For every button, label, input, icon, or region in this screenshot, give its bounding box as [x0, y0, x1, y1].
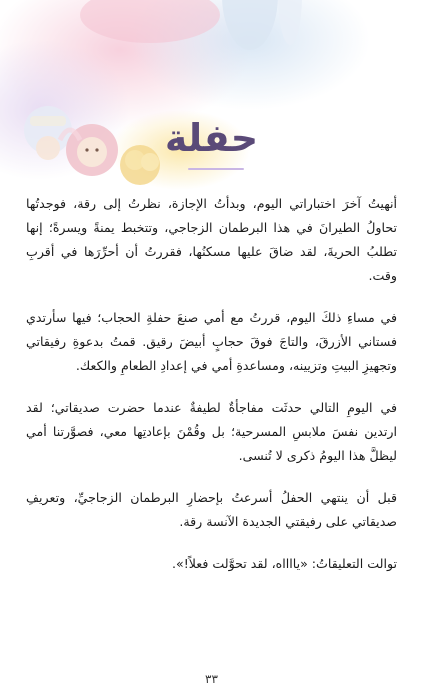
paragraph-1: أنهيتُ آخرَ اختباراتي اليوم، وبدأتُ الإجازة، نظرتُ إلى رقة، فوجدتُها تحاولُ الطيرانَ في هذا البرطمان الزجاجي، وتتخبط يمنةً ويسرةً؛ إنها تطلبُ الحريةَ، لقد ضاقَ عليها مسكنُها، فقررتُ أن أحرِّرَها في أقربِ وقت. [26, 196, 397, 283]
page-number: ٣٣ [205, 672, 218, 686]
header-illustration [0, 0, 423, 210]
paragraph-5: توالت التعليقاتُ: «يااااه، لقد تحوَّلت فعلاً!». [172, 556, 397, 571]
page-title: حفلة [164, 116, 259, 160]
story-text [26, 192, 397, 594]
paragraph-3: في اليومِ التالي حدثَت مفاجأةٌ لطيفةٌ عندما حضرت صديقاتي؛ لقد ارتدين نفسَ ملابسِ المسرحية؛ بل وقُمْنَ بإعادتِها معي، فصوَّرتنا أمي ليظلَّ هذا اليومُ ذكرى لا تُنسى. [26, 400, 397, 463]
title-underline [188, 168, 244, 170]
paragraph-4: قبل أن ينتهي الحفلُ أسرعتُ بإحضارِ البرطمان الزجاجيِّ، وتعريفِ صديقاتي على رفيقتي الجديدة الآنسة رقة. [26, 490, 397, 529]
paragraph-2: في مساءِ ذلكَ اليوم، قررتُ مع أمي صنعَ حفلةِ الحجاب؛ فيها سأرتدي فستاني الأزرقَ، والتاجَ فوقَ حجابٍ أبيضَ رقيق. قمتُ بدعوةِ رفيقاتي وتجهيزِ البيتِ وتزيينه، ومساعدةِ أمي في إعدادِ الطعامِ والكعك. [26, 310, 397, 373]
